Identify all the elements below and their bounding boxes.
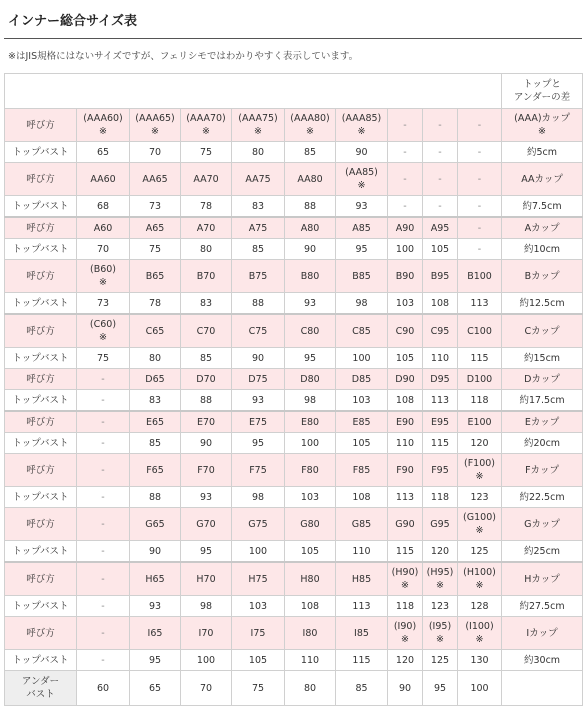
table-cell: 85 bbox=[130, 433, 181, 454]
table-cell: 98 bbox=[232, 487, 285, 508]
under-bust-cell: 80 bbox=[285, 671, 336, 706]
table-cell: (B60) ※ bbox=[77, 260, 130, 293]
table-cell: 93 bbox=[285, 293, 336, 315]
under-bust-cell: 85 bbox=[336, 671, 388, 706]
under-bust-cell: 95 bbox=[423, 671, 458, 706]
table-cell: 115 bbox=[336, 650, 388, 671]
table-cell: 110 bbox=[388, 433, 423, 454]
table-cell: 103 bbox=[232, 596, 285, 617]
table-cell: A75 bbox=[232, 217, 285, 239]
size-name-row bbox=[5, 411, 583, 433]
table-cell: 130 bbox=[458, 650, 502, 671]
table-cell: 103 bbox=[388, 293, 423, 315]
table-cell: - bbox=[458, 217, 502, 239]
table-cell: Gカップ bbox=[502, 508, 583, 541]
table-cell: 105 bbox=[232, 650, 285, 671]
top-bust-row bbox=[5, 348, 583, 369]
table-cell: F95 bbox=[423, 454, 458, 487]
table-cell: 98 bbox=[285, 390, 336, 412]
table-cell: G75 bbox=[232, 508, 285, 541]
table-cell: 65 bbox=[77, 142, 130, 163]
table-cell: E75 bbox=[232, 411, 285, 433]
table-cell: - bbox=[388, 196, 423, 218]
table-cell: B65 bbox=[130, 260, 181, 293]
table-cell: (AAA85) ※ bbox=[336, 109, 388, 142]
table-cell: 93 bbox=[232, 390, 285, 412]
size-table-body bbox=[5, 74, 583, 706]
table-cell: B70 bbox=[181, 260, 232, 293]
top-bust-row bbox=[5, 650, 583, 671]
size-name-row bbox=[5, 163, 583, 196]
row-label: トップバスト bbox=[5, 142, 77, 163]
table-cell: AAカップ bbox=[502, 163, 583, 196]
table-cell: H80 bbox=[285, 562, 336, 596]
table-cell: E90 bbox=[388, 411, 423, 433]
row-label: 呼び方 bbox=[5, 109, 77, 142]
top-bust-row bbox=[5, 433, 583, 454]
table-cell: 85 bbox=[232, 239, 285, 260]
table-cell: E95 bbox=[423, 411, 458, 433]
under-bust-cell: 100 bbox=[458, 671, 502, 706]
table-cell: - bbox=[77, 390, 130, 412]
under-bust-label: アンダー バスト bbox=[5, 671, 77, 706]
table-cell: 123 bbox=[458, 487, 502, 508]
size-name-row bbox=[5, 369, 583, 390]
table-cell: 78 bbox=[181, 196, 232, 218]
size-name-row bbox=[5, 454, 583, 487]
table-cell: A60 bbox=[77, 217, 130, 239]
table-cell: - bbox=[77, 411, 130, 433]
table-cell: E70 bbox=[181, 411, 232, 433]
table-cell: - bbox=[77, 541, 130, 563]
table-cell: (AAA80) ※ bbox=[285, 109, 336, 142]
table-cell: 88 bbox=[232, 293, 285, 315]
under-bust-cell: 75 bbox=[232, 671, 285, 706]
table-cell: 80 bbox=[232, 142, 285, 163]
table-cell: E85 bbox=[336, 411, 388, 433]
table-cell: (G100) ※ bbox=[458, 508, 502, 541]
table-cell: D75 bbox=[232, 369, 285, 390]
size-table bbox=[4, 73, 583, 706]
table-cell: (I100) ※ bbox=[458, 617, 502, 650]
table-cell: Dカップ bbox=[502, 369, 583, 390]
header-diff-cell: トップと アンダーの差 bbox=[502, 74, 583, 109]
table-cell: 約10cm bbox=[502, 239, 583, 260]
table-cell: Fカップ bbox=[502, 454, 583, 487]
table-cell: 100 bbox=[181, 650, 232, 671]
table-cell: 約30cm bbox=[502, 650, 583, 671]
table-cell: (I95) ※ bbox=[423, 617, 458, 650]
table-cell: Cカップ bbox=[502, 314, 583, 348]
table-cell: AA60 bbox=[77, 163, 130, 196]
table-cell: C65 bbox=[130, 314, 181, 348]
table-cell: (C60) ※ bbox=[77, 314, 130, 348]
row-label: トップバスト bbox=[5, 293, 77, 315]
table-cell: 120 bbox=[388, 650, 423, 671]
table-cell: Aカップ bbox=[502, 217, 583, 239]
table-cell: D80 bbox=[285, 369, 336, 390]
table-cell: 95 bbox=[130, 650, 181, 671]
table-cell: C90 bbox=[388, 314, 423, 348]
table-cell: E80 bbox=[285, 411, 336, 433]
table-cell: 93 bbox=[336, 196, 388, 218]
table-cell: I80 bbox=[285, 617, 336, 650]
table-cell: I85 bbox=[336, 617, 388, 650]
table-cell: B75 bbox=[232, 260, 285, 293]
page-title: インナー総合サイズ表 bbox=[4, 10, 582, 39]
table-cell: A85 bbox=[336, 217, 388, 239]
size-name-row bbox=[5, 109, 583, 142]
top-bust-row bbox=[5, 541, 583, 563]
table-cell: 約17.5cm bbox=[502, 390, 583, 412]
table-cell: 95 bbox=[181, 541, 232, 563]
table-cell: G85 bbox=[336, 508, 388, 541]
table-cell: D70 bbox=[181, 369, 232, 390]
table-cell: 100 bbox=[285, 433, 336, 454]
table-cell: 120 bbox=[458, 433, 502, 454]
table-cell: 115 bbox=[458, 348, 502, 369]
table-cell: C85 bbox=[336, 314, 388, 348]
table-cell: Iカップ bbox=[502, 617, 583, 650]
table-cell: (AAA60) ※ bbox=[77, 109, 130, 142]
table-cell: 128 bbox=[458, 596, 502, 617]
table-cell: F85 bbox=[336, 454, 388, 487]
table-cell: F80 bbox=[285, 454, 336, 487]
table-cell: 90 bbox=[336, 142, 388, 163]
table-cell: - bbox=[458, 142, 502, 163]
table-cell: - bbox=[388, 142, 423, 163]
under-bust-row bbox=[5, 671, 583, 706]
table-cell: 113 bbox=[423, 390, 458, 412]
table-cell: A90 bbox=[388, 217, 423, 239]
table-cell: 73 bbox=[77, 293, 130, 315]
table-cell: 118 bbox=[458, 390, 502, 412]
table-cell: - bbox=[77, 650, 130, 671]
table-cell: G65 bbox=[130, 508, 181, 541]
table-cell: (H95) ※ bbox=[423, 562, 458, 596]
table-cell: D85 bbox=[336, 369, 388, 390]
table-cell: 70 bbox=[130, 142, 181, 163]
table-cell: 95 bbox=[336, 239, 388, 260]
table-cell: 103 bbox=[285, 487, 336, 508]
table-cell: I75 bbox=[232, 617, 285, 650]
table-cell: F75 bbox=[232, 454, 285, 487]
table-cell: - bbox=[77, 617, 130, 650]
table-cell: (AAA70) ※ bbox=[181, 109, 232, 142]
table-cell: 118 bbox=[423, 487, 458, 508]
table-cell: I65 bbox=[130, 617, 181, 650]
table-cell: 125 bbox=[458, 541, 502, 563]
table-cell: B90 bbox=[388, 260, 423, 293]
table-cell: 88 bbox=[285, 196, 336, 218]
table-cell: (F100) ※ bbox=[458, 454, 502, 487]
top-bust-row bbox=[5, 293, 583, 315]
table-cell: 95 bbox=[285, 348, 336, 369]
table-cell: 70 bbox=[77, 239, 130, 260]
table-cell: Hカップ bbox=[502, 562, 583, 596]
table-cell: AA70 bbox=[181, 163, 232, 196]
table-header-row bbox=[5, 74, 583, 109]
table-cell: 98 bbox=[181, 596, 232, 617]
table-cell: 80 bbox=[130, 348, 181, 369]
table-cell: D90 bbox=[388, 369, 423, 390]
row-label: 呼び方 bbox=[5, 508, 77, 541]
table-cell: 約27.5cm bbox=[502, 596, 583, 617]
table-cell: 120 bbox=[423, 541, 458, 563]
table-cell: G70 bbox=[181, 508, 232, 541]
table-cell: A95 bbox=[423, 217, 458, 239]
table-cell: - bbox=[77, 454, 130, 487]
table-cell: Bカップ bbox=[502, 260, 583, 293]
row-label: 呼び方 bbox=[5, 369, 77, 390]
table-cell: C70 bbox=[181, 314, 232, 348]
table-cell: 123 bbox=[423, 596, 458, 617]
size-name-row bbox=[5, 617, 583, 650]
table-cell: 83 bbox=[232, 196, 285, 218]
row-label: トップバスト bbox=[5, 196, 77, 218]
row-label: トップバスト bbox=[5, 541, 77, 563]
table-cell: 108 bbox=[285, 596, 336, 617]
table-cell: 108 bbox=[423, 293, 458, 315]
table-cell: 約25cm bbox=[502, 541, 583, 563]
under-bust-cell: 65 bbox=[130, 671, 181, 706]
table-cell: D65 bbox=[130, 369, 181, 390]
row-label: トップバスト bbox=[5, 433, 77, 454]
row-label: トップバスト bbox=[5, 239, 77, 260]
table-cell: - bbox=[458, 163, 502, 196]
table-cell: 105 bbox=[388, 348, 423, 369]
table-cell: A70 bbox=[181, 217, 232, 239]
row-label: 呼び方 bbox=[5, 217, 77, 239]
table-cell: 93 bbox=[130, 596, 181, 617]
table-cell: 約22.5cm bbox=[502, 487, 583, 508]
table-cell: 113 bbox=[336, 596, 388, 617]
row-label: 呼び方 bbox=[5, 411, 77, 433]
row-label: トップバスト bbox=[5, 596, 77, 617]
table-cell: - bbox=[423, 142, 458, 163]
size-name-row bbox=[5, 562, 583, 596]
table-cell: C80 bbox=[285, 314, 336, 348]
table-cell: 75 bbox=[181, 142, 232, 163]
table-cell: 75 bbox=[130, 239, 181, 260]
under-bust-cell: 90 bbox=[388, 671, 423, 706]
top-bust-row bbox=[5, 390, 583, 412]
table-cell: 90 bbox=[232, 348, 285, 369]
under-bust-cell bbox=[502, 671, 583, 706]
table-cell: 103 bbox=[336, 390, 388, 412]
table-cell: B100 bbox=[458, 260, 502, 293]
table-cell: 80 bbox=[181, 239, 232, 260]
table-cell: 88 bbox=[130, 487, 181, 508]
table-cell: D100 bbox=[458, 369, 502, 390]
table-cell: 105 bbox=[336, 433, 388, 454]
table-cell: B80 bbox=[285, 260, 336, 293]
table-cell: 105 bbox=[423, 239, 458, 260]
table-cell: C100 bbox=[458, 314, 502, 348]
table-cell: 95 bbox=[232, 433, 285, 454]
row-label: 呼び方 bbox=[5, 163, 77, 196]
table-cell: AA80 bbox=[285, 163, 336, 196]
table-cell: 90 bbox=[181, 433, 232, 454]
row-label: 呼び方 bbox=[5, 454, 77, 487]
row-label: トップバスト bbox=[5, 348, 77, 369]
table-cell: - bbox=[77, 562, 130, 596]
table-cell: - bbox=[423, 109, 458, 142]
table-cell: 100 bbox=[388, 239, 423, 260]
table-cell: (I90) ※ bbox=[388, 617, 423, 650]
table-cell: B95 bbox=[423, 260, 458, 293]
table-cell: 98 bbox=[336, 293, 388, 315]
table-cell: 100 bbox=[232, 541, 285, 563]
top-bust-row bbox=[5, 487, 583, 508]
table-cell: 85 bbox=[285, 142, 336, 163]
table-cell: AA65 bbox=[130, 163, 181, 196]
top-bust-row bbox=[5, 596, 583, 617]
table-cell: 113 bbox=[458, 293, 502, 315]
row-label: トップバスト bbox=[5, 650, 77, 671]
table-cell: H70 bbox=[181, 562, 232, 596]
jis-note: ※はJIS規格にはないサイズですが、フェリシモではわかりやすく表示しています。 bbox=[8, 51, 359, 62]
table-cell: 108 bbox=[388, 390, 423, 412]
table-cell: I70 bbox=[181, 617, 232, 650]
table-cell: 83 bbox=[181, 293, 232, 315]
row-label: 呼び方 bbox=[5, 314, 77, 348]
table-cell: 110 bbox=[285, 650, 336, 671]
table-cell: - bbox=[77, 369, 130, 390]
table-cell: - bbox=[77, 433, 130, 454]
table-cell: - bbox=[458, 109, 502, 142]
row-label: トップバスト bbox=[5, 487, 77, 508]
table-cell: 110 bbox=[423, 348, 458, 369]
table-cell: C95 bbox=[423, 314, 458, 348]
table-cell: Eカップ bbox=[502, 411, 583, 433]
row-label: 呼び方 bbox=[5, 617, 77, 650]
table-cell: 75 bbox=[77, 348, 130, 369]
table-cell: G80 bbox=[285, 508, 336, 541]
header-blank-cell bbox=[5, 74, 502, 109]
table-cell: 約5cm bbox=[502, 142, 583, 163]
table-cell: (AAA75) ※ bbox=[232, 109, 285, 142]
table-cell: 110 bbox=[336, 541, 388, 563]
table-cell: 113 bbox=[388, 487, 423, 508]
table-cell: 105 bbox=[285, 541, 336, 563]
table-cell: 108 bbox=[336, 487, 388, 508]
table-cell: - bbox=[423, 196, 458, 218]
table-cell: 約12.5cm bbox=[502, 293, 583, 315]
under-bust-cell: 70 bbox=[181, 671, 232, 706]
table-cell: 90 bbox=[130, 541, 181, 563]
top-bust-row bbox=[5, 239, 583, 260]
table-cell: 83 bbox=[130, 390, 181, 412]
top-bust-row bbox=[5, 142, 583, 163]
size-name-row bbox=[5, 260, 583, 293]
table-cell: 約7.5cm bbox=[502, 196, 583, 218]
table-cell: - bbox=[458, 239, 502, 260]
table-cell: F70 bbox=[181, 454, 232, 487]
table-cell: 115 bbox=[388, 541, 423, 563]
size-name-row bbox=[5, 314, 583, 348]
table-cell: - bbox=[77, 487, 130, 508]
table-cell: 85 bbox=[181, 348, 232, 369]
table-cell: (AA85) ※ bbox=[336, 163, 388, 196]
table-cell: H65 bbox=[130, 562, 181, 596]
table-cell: 約15cm bbox=[502, 348, 583, 369]
table-cell: B85 bbox=[336, 260, 388, 293]
table-cell: 125 bbox=[423, 650, 458, 671]
table-cell: H75 bbox=[232, 562, 285, 596]
table-cell: 約20cm bbox=[502, 433, 583, 454]
table-cell: - bbox=[388, 109, 423, 142]
row-label: トップバスト bbox=[5, 390, 77, 412]
table-cell: - bbox=[458, 196, 502, 218]
table-cell: (AAA)カップ ※ bbox=[502, 109, 583, 142]
table-cell: 78 bbox=[130, 293, 181, 315]
table-cell: - bbox=[388, 163, 423, 196]
table-cell: (AAA65) ※ bbox=[130, 109, 181, 142]
table-cell: 88 bbox=[181, 390, 232, 412]
top-bust-row bbox=[5, 196, 583, 218]
table-cell: 93 bbox=[181, 487, 232, 508]
table-cell: 115 bbox=[423, 433, 458, 454]
table-cell: C75 bbox=[232, 314, 285, 348]
row-label: 呼び方 bbox=[5, 562, 77, 596]
table-cell: G95 bbox=[423, 508, 458, 541]
under-bust-cell: 60 bbox=[77, 671, 130, 706]
size-name-row bbox=[5, 508, 583, 541]
table-cell: F90 bbox=[388, 454, 423, 487]
row-label: 呼び方 bbox=[5, 260, 77, 293]
table-cell: A80 bbox=[285, 217, 336, 239]
table-cell: AA75 bbox=[232, 163, 285, 196]
table-cell: D95 bbox=[423, 369, 458, 390]
table-cell: E65 bbox=[130, 411, 181, 433]
table-cell: - bbox=[77, 508, 130, 541]
table-cell: 68 bbox=[77, 196, 130, 218]
table-cell: (H100) ※ bbox=[458, 562, 502, 596]
table-cell: F65 bbox=[130, 454, 181, 487]
size-name-row bbox=[5, 217, 583, 239]
table-cell: H85 bbox=[336, 562, 388, 596]
table-cell: - bbox=[423, 163, 458, 196]
table-cell: G90 bbox=[388, 508, 423, 541]
table-cell: 90 bbox=[285, 239, 336, 260]
table-cell: (H90) ※ bbox=[388, 562, 423, 596]
table-cell: - bbox=[77, 596, 130, 617]
table-cell: 118 bbox=[388, 596, 423, 617]
table-cell: 73 bbox=[130, 196, 181, 218]
table-cell: E100 bbox=[458, 411, 502, 433]
table-cell: A65 bbox=[130, 217, 181, 239]
table-cell: 100 bbox=[336, 348, 388, 369]
